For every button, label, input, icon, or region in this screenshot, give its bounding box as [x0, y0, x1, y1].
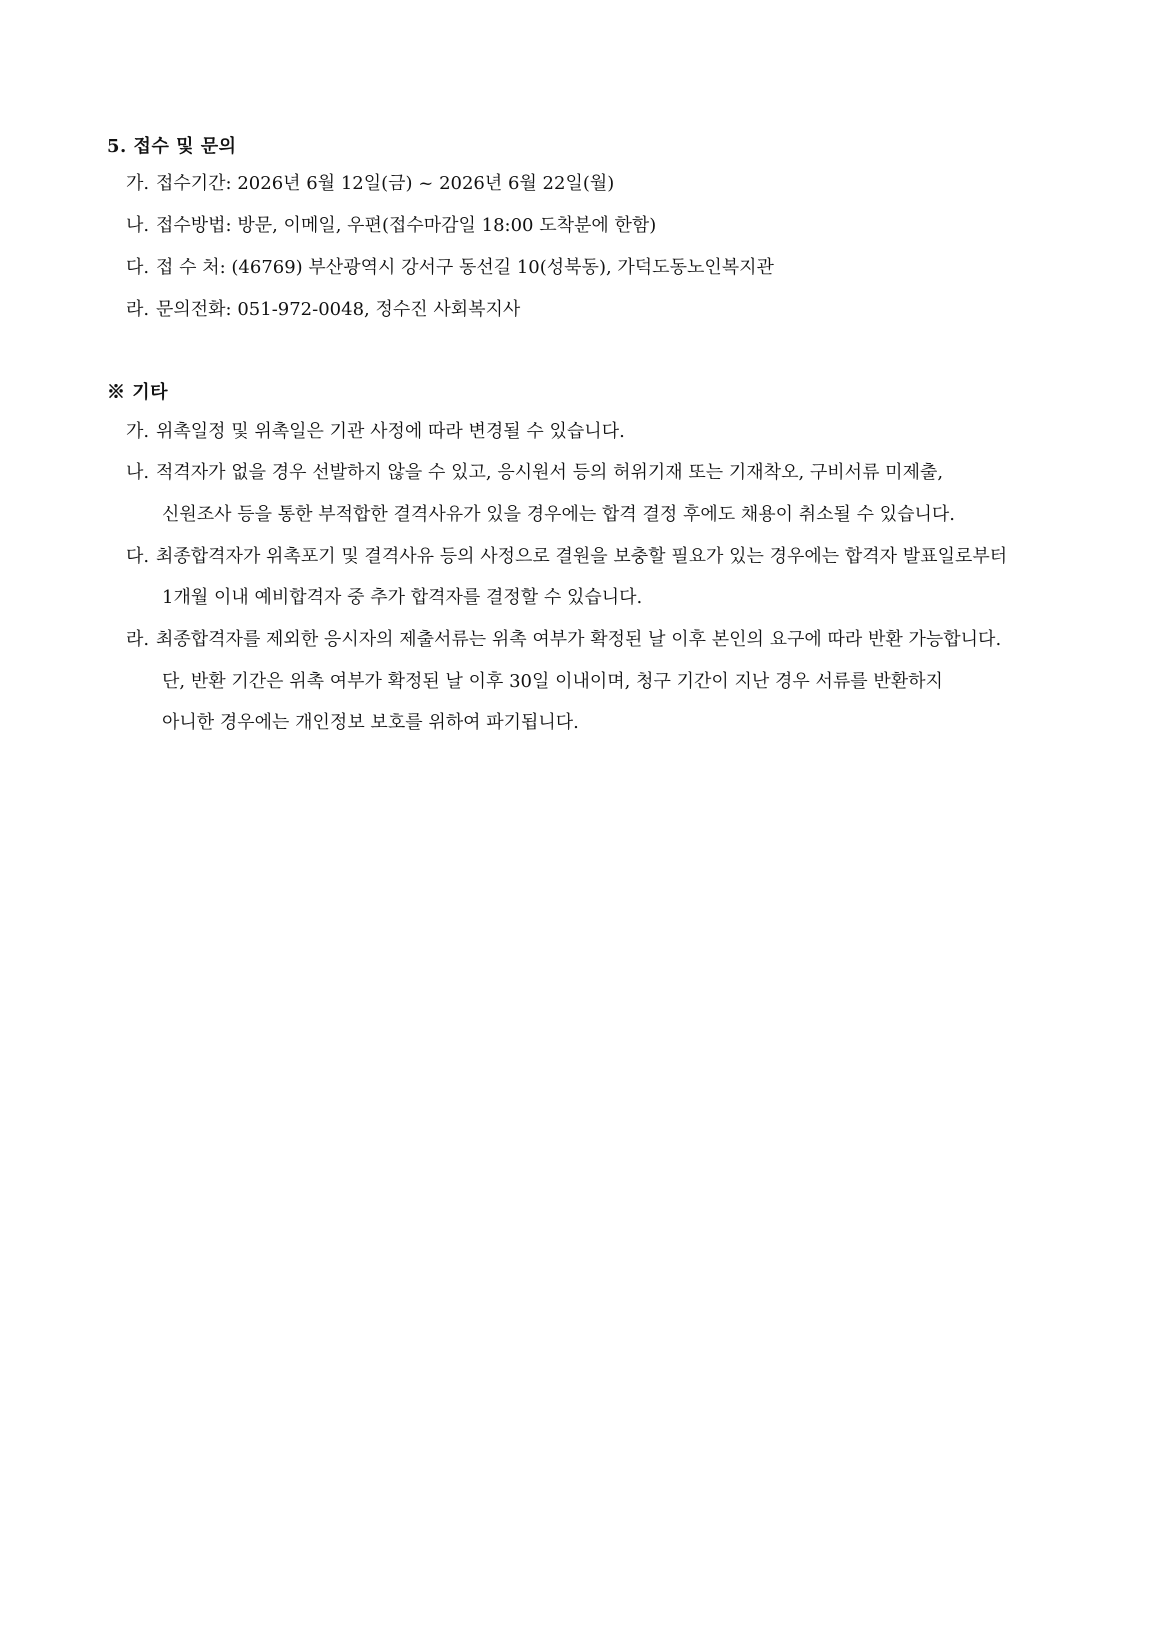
reception-method: 접수방법: 방문, 이메일, 우편(접수마감일 18:00 도착분에 한함) [156, 215, 657, 236]
list-item [126, 545, 1007, 569]
list-marker: 라. [126, 299, 150, 320]
etc-item-continuation: 단, 반환 기간은 위촉 여부가 확정된 날 이후 30일 이내이며, 청구 기간이 지난 경우 서류를 반환하지 [162, 671, 943, 692]
list-item [126, 256, 774, 280]
list-item [126, 172, 614, 196]
list-item [126, 214, 656, 238]
list-marker: 가. [126, 421, 150, 442]
reception-period: 접수기간: 2026년 6월 12일(금) ~ 2026년 6월 22일(월) [156, 173, 615, 194]
contact-phone: 문의전화: 051-972-0048, 정수진 사회복지사 [156, 299, 521, 320]
list-item [126, 298, 520, 322]
etc-item-text: 적격자가 없을 경우 선발하지 않을 수 있고, 응시원서 등의 허위기재 또는 기재착오, 구비서류 미제출, [156, 462, 944, 483]
list-marker: 나. [126, 215, 150, 236]
list-item [126, 461, 943, 485]
section-5-heading: 5. 접수 및 문의 [107, 136, 237, 157]
list-marker: 다. [126, 257, 150, 278]
list-marker: 다. [126, 546, 150, 567]
etc-item-continuation: 아니한 경우에는 개인정보 보호를 위하여 파기됩니다. [162, 712, 579, 733]
list-item [126, 420, 625, 444]
reception-address: 접 수 처: (46769) 부산광역시 강서구 동선길 10(성북동), 가덕도동노인복지관 [156, 257, 774, 278]
list-marker: 가. [126, 173, 150, 194]
list-marker: 나. [126, 462, 150, 483]
etc-item-text: 위촉일정 및 위촉일은 기관 사정에 따라 변경될 수 있습니다. [156, 421, 625, 442]
etc-item-continuation: 1개월 이내 예비합격자 중 추가 합격자를 결정할 수 있습니다. [162, 587, 643, 608]
etc-item-text: 최종합격자가 위촉포기 및 결격사유 등의 사정으로 결원을 보충할 필요가 있는 경우에는 합격자 발표일로부터 [156, 546, 1008, 567]
etc-heading: ※ 기타 [107, 382, 169, 403]
etc-item-text: 최종합격자를 제외한 응시자의 제출서류는 위촉 여부가 확정된 날 이후 본인의 요구에 따라 반환 가능합니다. [156, 629, 1002, 650]
list-item [126, 628, 1001, 652]
list-marker: 라. [126, 629, 150, 650]
etc-item-continuation: 신원조사 등을 통한 부적합한 결격사유가 있을 경우에는 합격 결정 후에도 채용이 취소될 수 있습니다. [162, 504, 956, 525]
